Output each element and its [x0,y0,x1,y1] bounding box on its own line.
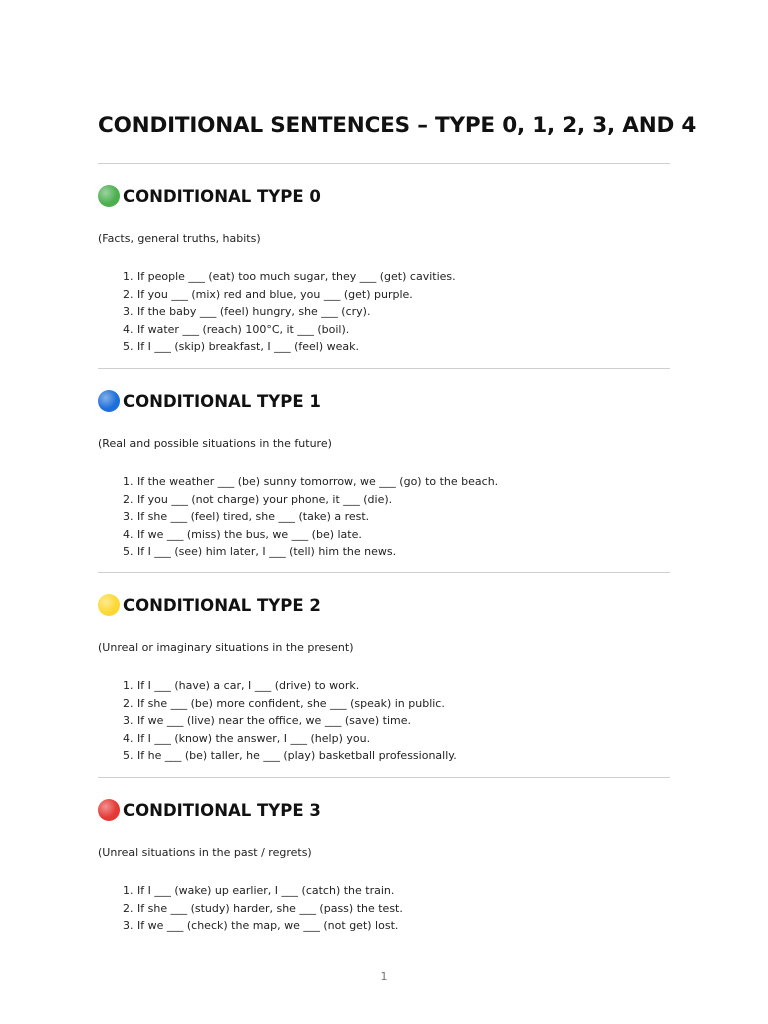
list-item: 4. If water ___ (reach) 100°C, it ___ (boil). [123,322,350,336]
divider [98,572,670,573]
list-item: 3. If she ___ (feel) tired, she ___ (take) a rest. [123,510,370,523]
section-type-3 [98,797,670,935]
list-item: 3. If we ___ (live) near the office, we ___ (save) time. [123,714,411,727]
section-heading: CONDITIONAL TYPE 0 [123,186,321,206]
list-item: 4. If we ___ (miss) the bus, we ___ (be) late. [123,527,362,541]
list-item: 1. If people ___ (eat) too much sugar, they ___ (get) cavities. [123,270,456,283]
section-description: (Unreal or imaginary situations in the present) [98,641,354,654]
exercise-list [98,473,670,561]
section-description: (Unreal situations in the past / regrets) [98,846,312,859]
list-item: 3. If we ___ (check) the map, we ___ (not get) lost. [123,919,399,932]
list-item: 1. If the weather ___ (be) sunny tomorrow, we ___ (go) to the beach. [123,475,499,488]
section-heading: CONDITIONAL TYPE 2 [123,595,321,615]
divider [98,777,670,778]
divider [98,163,670,164]
blue-circle-icon [98,390,120,412]
red-circle-icon [98,799,120,821]
list-item: 5. If he ___ (be) taller, he ___ (play) basketball professionally. [123,749,457,762]
section-heading: CONDITIONAL TYPE 3 [123,800,321,820]
section-description: (Real and possible situations in the future) [98,437,332,450]
document-title: CONDITIONAL SENTENCES – TYPE 0, 1, 2, 3, AND 4 [98,113,697,138]
section-type-2 [98,592,670,765]
list-item: 2. If she ___ (be) more confident, she ___ (speak) in public. [123,696,445,710]
list-item: 5. If I ___ (skip) breakfast, I ___ (feel) weak. [123,340,360,353]
list-item: 2. If she ___ (study) harder, she ___ (pass) the test. [123,901,403,915]
page-number: 1 [380,970,388,983]
divider [98,368,670,369]
list-item: 2. If you ___ (mix) red and blue, you ___ (get) purple. [123,287,413,301]
section-type-1 [98,388,670,561]
section-description: (Facts, general truths, habits) [98,232,261,245]
section-type-0 [98,183,670,356]
exercise-list [98,677,670,765]
list-item: 2. If you ___ (not charge) your phone, it ___ (die). [123,492,393,506]
list-item: 5. If I ___ (see) him later, I ___ (tell) him the news. [123,545,397,558]
section-heading: CONDITIONAL TYPE 1 [123,391,321,411]
green-circle-icon [98,185,120,207]
list-item: 3. If the baby ___ (feel) hungry, she ___ (cry). [123,305,371,318]
exercise-list [98,268,670,356]
list-item: 1. If I ___ (wake) up earlier, I ___ (catch) the train. [123,884,395,897]
list-item: 1. If I ___ (have) a car, I ___ (drive) to work. [123,679,360,692]
exercise-list [98,882,670,935]
yellow-circle-icon [98,594,120,616]
list-item: 4. If I ___ (know) the answer, I ___ (help) you. [123,731,371,745]
